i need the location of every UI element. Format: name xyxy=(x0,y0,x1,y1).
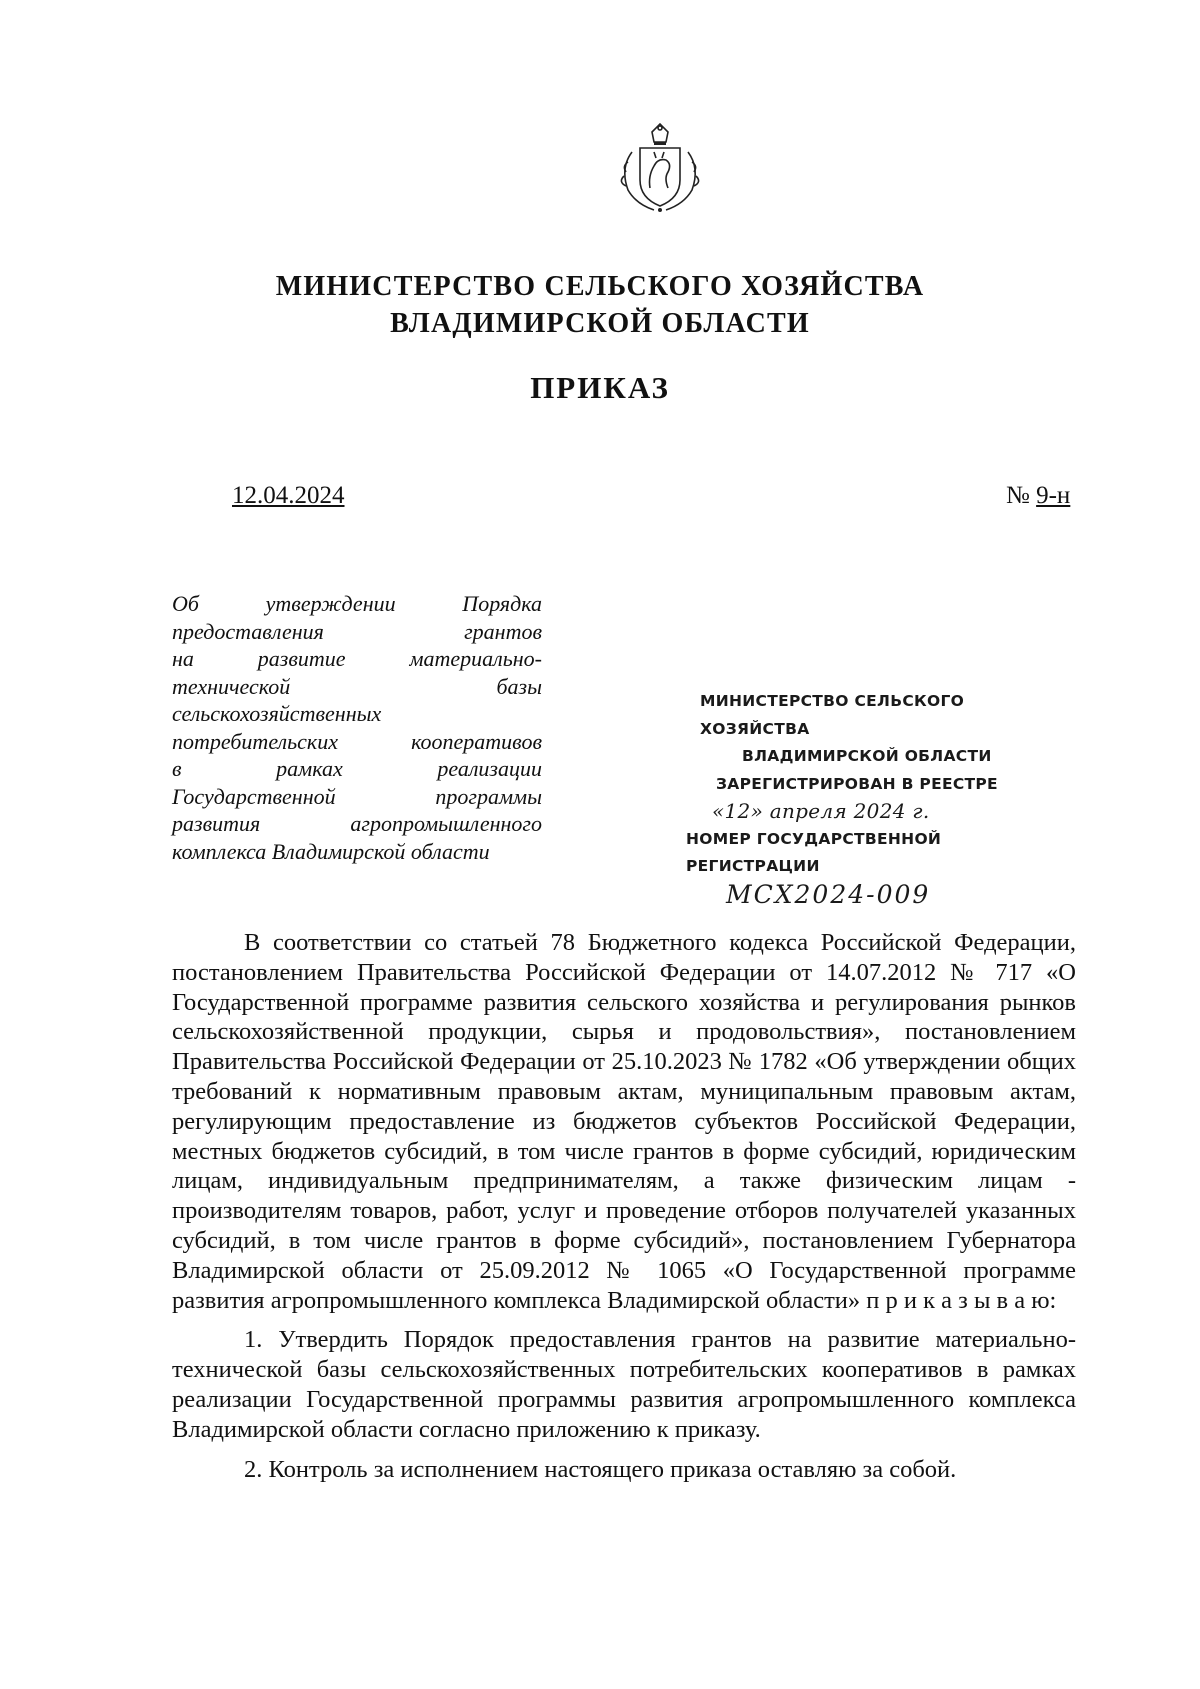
ministry-name-line2: ВЛАДИМИРСКОЙ ОБЛАСТИ xyxy=(390,308,810,339)
ministry-name-line1: МИНИСТЕРСТВО СЕЛЬСКОГО ХОЗЯЙСТВА xyxy=(275,271,925,302)
subject-line: технической базы xyxy=(172,673,542,699)
subject-line: Об утверждении Порядка xyxy=(172,591,542,616)
stamp-line: МИНИСТЕРСТВО СЕЛЬСКОГО ХОЗЯЙСТВА xyxy=(700,692,965,738)
stamp-registration-date: «12» апреля 2024 г. xyxy=(712,799,930,823)
coat-of-arms-icon xyxy=(610,118,710,218)
order-date: 12.04.2024 xyxy=(232,482,345,509)
order-body xyxy=(172,928,1076,1494)
order-subject xyxy=(172,590,542,865)
ministry-name xyxy=(0,268,1200,342)
order-number xyxy=(1006,482,1070,510)
subject-line: развития агропромышленного xyxy=(172,811,542,836)
stamp-line: НОМЕР ГОСУДАРСТВЕННОЙ РЕГИСТРАЦИИ xyxy=(686,829,942,875)
stamp-registration-number: МСХ2024-009 xyxy=(726,879,931,909)
body-item-1: 1. Утвердить Порядок предоставления грантов на развитие материально-технической базы сельскохозяйственных потребительских кооперативов в рамках реализации Государственной программы развития агропромышленного комплекса Владимирской области согласно приложению к приказу. xyxy=(172,1326,1076,1443)
subject-line: в рамках реализации xyxy=(172,756,542,781)
subject-line: на развитие материально- xyxy=(172,646,542,671)
stamp-line: ВЛАДИМИРСКОЙ ОБЛАСТИ xyxy=(742,747,992,765)
order-number-prefix: № xyxy=(1006,482,1037,509)
subject-line: комплекса Владимирской области xyxy=(172,838,490,864)
stamp-line: ЗАРЕГИСТРИРОВАН В РЕЕСТРЕ xyxy=(716,774,998,793)
order-number-value: 9-н xyxy=(1036,482,1071,509)
registration-stamp xyxy=(686,688,1056,908)
body-item-2: 2. Контроль за исполнением настоящего приказа оставляю за собой. xyxy=(244,1455,957,1483)
document-type-title: ПРИКАЗ xyxy=(530,370,670,405)
body-preamble: В соответствии со статьей 78 Бюджетного кодекса Российской Федерации, постановлением Правительства Российской Федерации от 14.07.2012 № 717 «О Государственной программе развития сельского хозяйства и регулирования рынков сельскохозяйственной продукции, сырья и продовольствия», постановлением Правительства Российской Федерации от 25.10.2023 № 1782 «Об утверждении общих требований к нормативным правовым актам, муниципальным правовым актам, регулирующим предоставление из бюджетов субъектов Российской Федерации, местных бюджетов субсидий, в том числе грантов в форме субсидий, юридическим лицам, индивидуальным предпринимателям, а также физическим лицам - производителям товаров, работ, услуг и проведение отборов получателей указанных субсидий, в том числе грантов в форме субсидий», постановлением Губернатора Владимирской области от 25.09.2012 № 1065 «О Государственной программе развития агропромышленного комплекса Владимирской области» п р и к а з ы в а ю: xyxy=(172,929,1076,1314)
subject-line: потребительских кооперативов xyxy=(172,728,542,754)
subject-line: предоставления грантов xyxy=(172,618,542,644)
subject-line: Государственной программы xyxy=(172,783,542,809)
subject-line: сельскохозяйственных xyxy=(172,701,382,726)
